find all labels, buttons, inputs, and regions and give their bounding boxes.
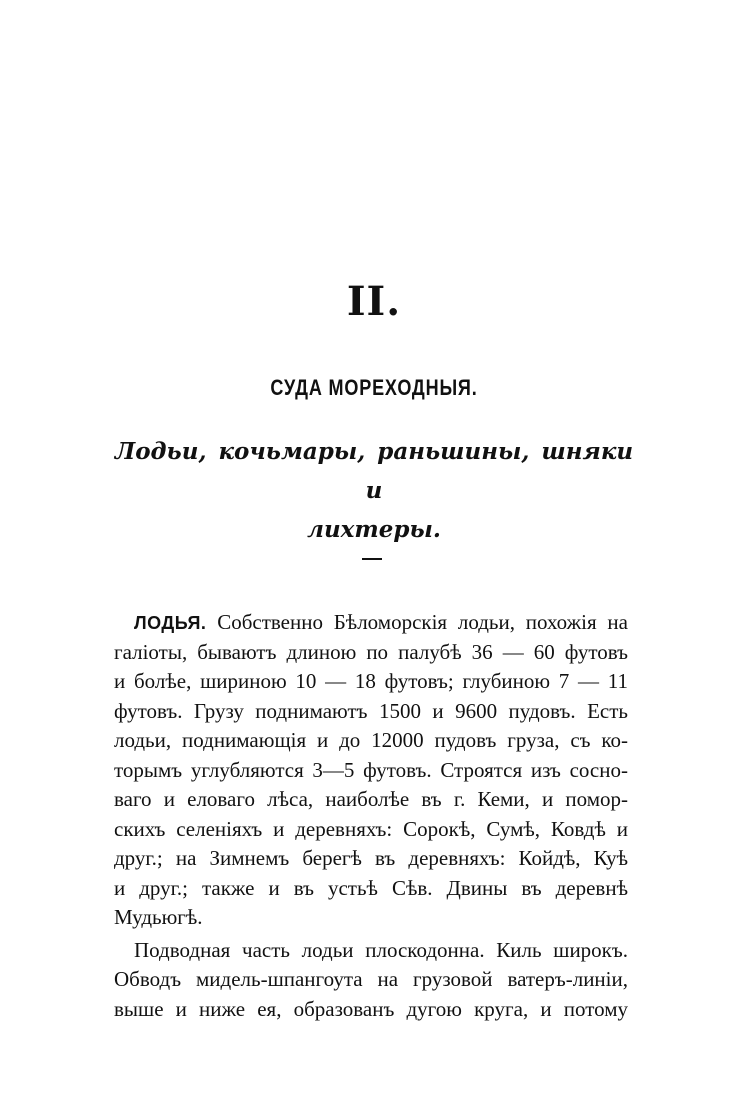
text-line: и болѣе, шириною 10 — 18 футовъ; глубиною 7 — 11 <box>114 669 628 693</box>
text-line: ваго и еловаго лѣса, наиболѣе въ г. Кеми, и помор- <box>114 787 628 811</box>
subtitle-line: лихтеры. <box>307 516 441 543</box>
text-line: футовъ. Грузу поднимаютъ 1500 и 9600 пудовъ. Есть <box>114 698 628 723</box>
text-line: и друг.; также и въ устьѣ Сѣв. Двины въ деревнѣ <box>114 875 628 900</box>
text-line: Мудьюгѣ. <box>114 905 203 929</box>
text-line: скихъ селеніяхъ и деревняхъ: Сорокѣ, Сумѣ, Ковдѣ и <box>114 816 628 841</box>
chapter-title: СУДА МОРЕХОДНЫЯ. <box>270 375 478 400</box>
paragraph <box>114 608 628 933</box>
text-line: друг.; на Зимнемъ берегѣ въ деревняхъ: Койдѣ, Куѣ <box>114 846 628 870</box>
subtitle-line: Лодьи, кочьмары, раньшины, шняки и <box>114 438 634 504</box>
text-line: торымъ углубляются 3—5 футовъ. Строятся изъ сосно- <box>114 757 628 782</box>
paragraph <box>114 936 628 1025</box>
text-line <box>114 608 628 638</box>
text-line: Подводная часть лодьи плоскодонна. Киль широкъ. <box>134 937 628 962</box>
chapter-number: II. <box>346 278 402 325</box>
text-line: выше и ниже ея, образованъ дугою круга, и потому <box>114 996 628 1021</box>
separator-dash <box>362 558 382 560</box>
chapter-subtitle <box>110 432 638 549</box>
text-line: Обводъ мидель-шпангоута на грузовой ватеръ-линіи, <box>114 967 628 991</box>
text-line: галіоты, бываютъ длиною по палубѣ 36 — 60 футовъ <box>114 639 628 664</box>
lead-word: ЛОДЬЯ. <box>134 613 207 633</box>
text-line: лодьи, поднимающія и до 12000 пудовъ груза, съ ко- <box>114 728 628 752</box>
body-text <box>114 608 628 1024</box>
text-line-rest: Собственно Бѣломорскія лодьи, похожія на <box>206 610 628 634</box>
